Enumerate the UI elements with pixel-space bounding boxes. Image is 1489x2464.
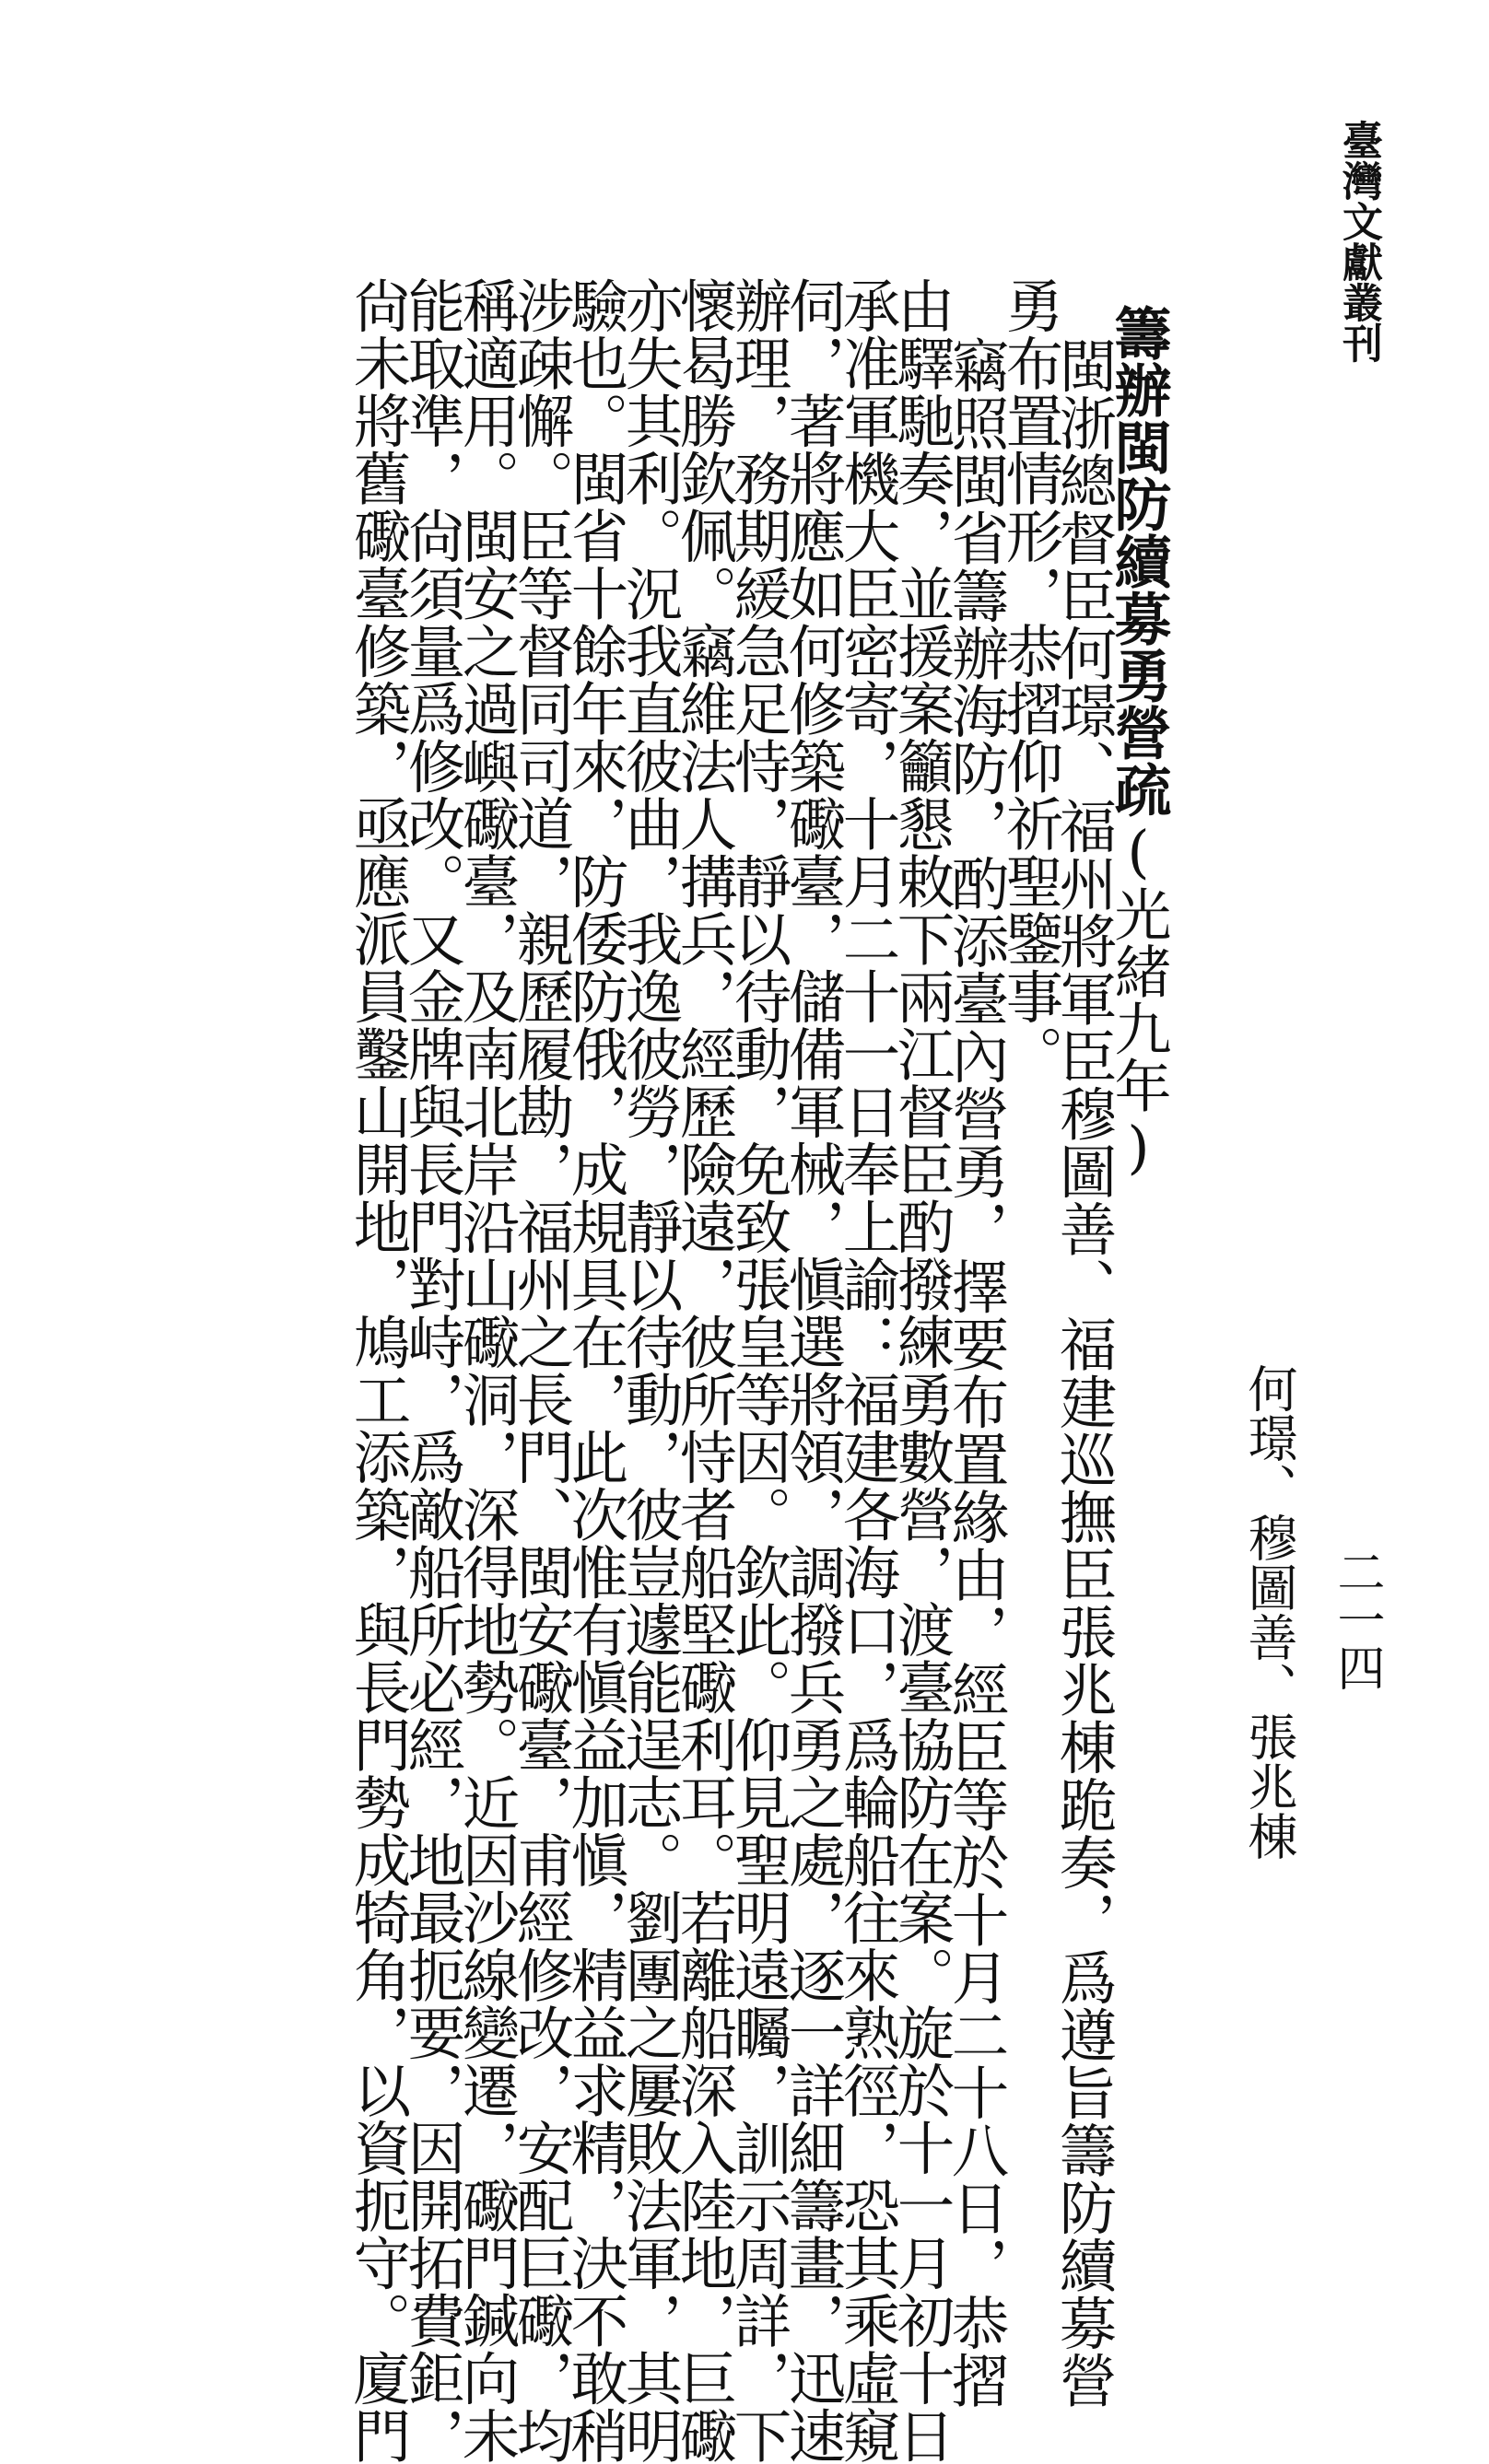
body-column: 亦失其利。況我直彼曲，我逸彼勞，靜以待動，彼豈遽能逞志。劉團之屢敗法軍，其明 — [616, 276, 683, 2464]
body-column: 伺，著將應如何修築礮臺，儲備軍械，愼選將領，調撥兵勇之處，逐一詳細籌畫，迅速 — [779, 276, 846, 2464]
body-column: 稱適用。閩安之過嶼礮臺，及南北岸沿山礮洞，深得地勢。近因沙線變遷，礮門鍼向未 — [452, 276, 520, 2464]
body-column: 驗也。閩省十餘年來，防倭防俄，成規具在，此次惟有愼益加愼，精益求精，決不敢稍 — [561, 276, 628, 2464]
page-number: 二一四 — [1329, 1547, 1384, 1691]
article-title — [1105, 304, 1172, 1181]
body-column: 勇布置情形，恭摺仰祈聖鑒事。 — [996, 276, 1063, 1082]
body-column: 由驛馳奏，並援案籲懇敕下兩江督臣酌撥練勇數營，渡臺協防在案。旋於十一月初十日 — [887, 276, 955, 2464]
body-column: 懷曷勝欽佩。竊維法人搆兵，經歷險遠，彼所恃者船堅礮利耳。若離船深入陸地，巨礮 — [670, 276, 737, 2464]
body-column: 竊照閩省籌辦海防，酌添臺內營勇，擇要布置緣由，經臣等於十月二十八日，恭摺 — [942, 336, 1009, 2409]
series-title: 臺灣文獻叢刊 — [1335, 120, 1382, 363]
article-title-note: (光緒九年) — [1105, 818, 1172, 1181]
article-authors: 何璟、穆圖善、張兆棟 — [1240, 1363, 1298, 1861]
body-column: 尙未將舊礮臺修築，亟應派員鑿山開地，鳩工添築，與長門勢成犄角，以資扼守。廈門 — [344, 276, 411, 2464]
body-column: 涉疎懈。臣等督同司道，親歷履勘，福州之長門、閩安礮臺，甫經修改，安配巨礮，均 — [507, 276, 574, 2464]
body-column: 承准軍機大臣密寄，十月二十一日奉上諭：福建各海口，爲輪船往來熟徑，恐其乘虛窺 — [833, 276, 900, 2464]
body-column: 能取準，尙須量爲修改。又金牌與長門對峙，爲敵船所必經，地最扼要，因開拓費鉅， — [398, 276, 465, 2464]
body-column: 辦理，務期緩急足恃，靜以待動，免致張皇等因。欽此。仰見聖明遠矚，訓示周詳，下 — [724, 276, 791, 2464]
body-column: 閩浙總督臣何璟、福州將軍臣穆圖善、福建巡撫臣張兆棟跪奏，爲遵旨籌防續募營 — [1049, 336, 1117, 2409]
article-title-text: 籌辦閩防續募勇營疏 — [1105, 304, 1172, 818]
